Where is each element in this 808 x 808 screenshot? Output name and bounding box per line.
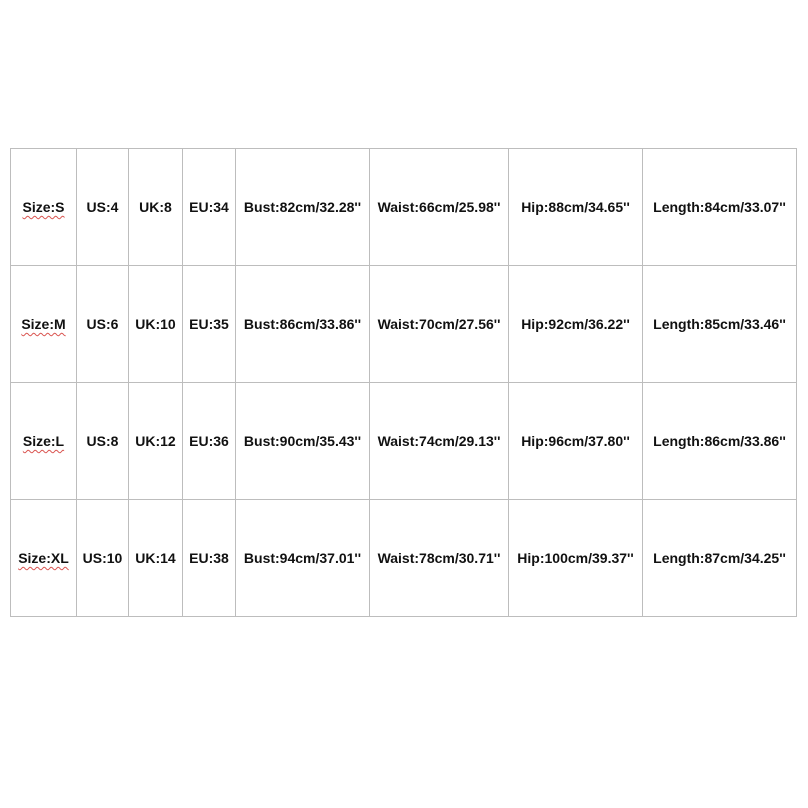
table-row: [11, 266, 797, 383]
eu-size-cell: EU:35: [183, 266, 236, 383]
us-size-cell: US:10: [77, 500, 129, 617]
length-cell: Length:84cm/33.07'': [643, 149, 797, 266]
bust-cell: Bust:82cm/32.28'': [236, 149, 370, 266]
us-size-cell: US:6: [77, 266, 129, 383]
length-cell: Length:85cm/33.46'': [643, 266, 797, 383]
hip-cell: Hip:96cm/37.80'': [509, 383, 643, 500]
uk-size-cell: UK:8: [129, 149, 183, 266]
length-cell: Length:86cm/33.86'': [643, 383, 797, 500]
size-cell: [11, 383, 77, 500]
size-chart-table: [10, 148, 797, 617]
size-label: Size:S: [22, 199, 65, 215]
size-cell: [11, 149, 77, 266]
size-label: Size:XL: [18, 550, 69, 566]
uk-size-cell: UK:14: [129, 500, 183, 617]
waist-cell: Waist:66cm/25.98'': [370, 149, 509, 266]
hip-cell: Hip:92cm/36.22'': [509, 266, 643, 383]
table-row: [11, 383, 797, 500]
size-cell: [11, 500, 77, 617]
table-row: [11, 149, 797, 266]
hip-cell: Hip:88cm/34.65'': [509, 149, 643, 266]
bust-cell: Bust:94cm/37.01'': [236, 500, 370, 617]
waist-cell: Waist:74cm/29.13'': [370, 383, 509, 500]
eu-size-cell: EU:36: [183, 383, 236, 500]
eu-size-cell: EU:34: [183, 149, 236, 266]
eu-size-cell: EU:38: [183, 500, 236, 617]
us-size-cell: US:4: [77, 149, 129, 266]
waist-cell: Waist:78cm/30.71'': [370, 500, 509, 617]
table-row: [11, 500, 797, 617]
size-cell: [11, 266, 77, 383]
bust-cell: Bust:90cm/35.43'': [236, 383, 370, 500]
uk-size-cell: UK:12: [129, 383, 183, 500]
size-label: Size:L: [22, 433, 65, 449]
uk-size-cell: UK:10: [129, 266, 183, 383]
waist-cell: Waist:70cm/27.56'': [370, 266, 509, 383]
length-cell: Length:87cm/34.25'': [643, 500, 797, 617]
hip-cell: Hip:100cm/39.37'': [509, 500, 643, 617]
us-size-cell: US:8: [77, 383, 129, 500]
size-label: Size:M: [21, 316, 66, 332]
bust-cell: Bust:86cm/33.86'': [236, 266, 370, 383]
